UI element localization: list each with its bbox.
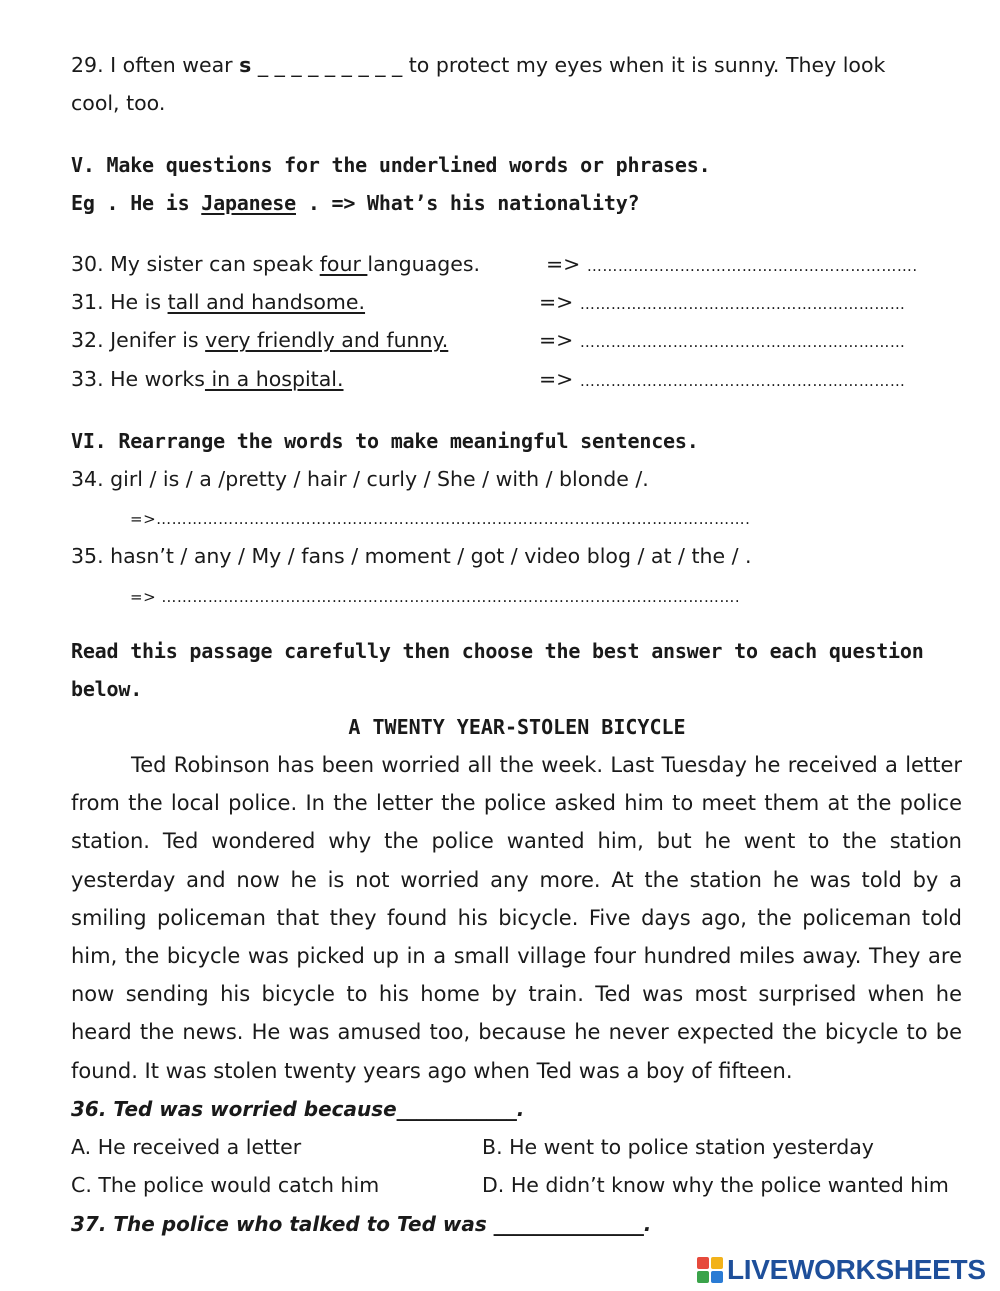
q31-text: 31. He is bbox=[71, 290, 168, 314]
section-5-heading: V. Make questions for the underlined words or phrases. bbox=[71, 153, 711, 177]
q32-text: 32. Jenifer is bbox=[71, 328, 206, 352]
logo-text: LIVEWORKSHEETS bbox=[727, 1254, 986, 1285]
q31-underlined: tall and handsome. bbox=[167, 290, 366, 314]
passage-text: Ted Robinson has been worried all the week. Last Tuesday he received a letter from the local police. In the letter the police asked him to meet them at the police station. Ted wondered why the police wanted him, but he went to the station yesterday and now he is not worried any more. At the station he was told by a smiling policeman that they found his bicycle. Five days ago, the policeman told him, the bicycle was picked up in a small village four hundred miles away. They are now sending his bicycle to his home by train. Ted was most surprised when he heard the news. He was amused too, because he never expected the bicycle to be found. It was stolen twenty years ago when Ted was a boy of fifteen. bbox=[71, 753, 962, 1083]
logo-blocks-icon bbox=[697, 1257, 723, 1283]
q34-answer[interactable] bbox=[130, 504, 750, 532]
q30-underlined: four bbox=[319, 252, 368, 276]
question-29 bbox=[71, 52, 885, 78]
q30-text-end: languages. bbox=[367, 252, 481, 276]
answer-line[interactable]: ………………………………………………………. bbox=[586, 257, 918, 275]
answer-line[interactable]: ……………………………………………………… bbox=[579, 295, 906, 313]
passage-title: A TWENTY YEAR-STOLEN BICYCLE bbox=[348, 715, 686, 739]
q35-answer[interactable] bbox=[130, 582, 740, 610]
answer-line[interactable]: ……………………………………………………… bbox=[579, 372, 906, 390]
q30-answer[interactable] bbox=[546, 251, 918, 279]
q29-text-end: to protect my eyes when it is sunny. They look bbox=[408, 53, 886, 77]
q29-hint-letter: s bbox=[239, 53, 252, 77]
answer-line[interactable]: => …………………………………………………………………………………………………. bbox=[130, 588, 741, 606]
example-suffix: . => What’s his nationality? bbox=[296, 191, 640, 215]
question-30 bbox=[71, 251, 480, 277]
arrow: => bbox=[539, 328, 574, 352]
q31-answer[interactable] bbox=[539, 289, 905, 317]
example-underlined: Japanese bbox=[201, 191, 296, 215]
question-37: 37. The police who talked to Ted was _______________. bbox=[71, 1212, 652, 1236]
answer-line[interactable]: ……………………………………………………… bbox=[579, 333, 906, 351]
q30-text: 30. My sister can speak bbox=[71, 252, 320, 276]
arrow: => bbox=[539, 367, 574, 391]
section-5-example bbox=[71, 190, 639, 216]
reading-instruction-line2: below. bbox=[71, 677, 143, 701]
question-33 bbox=[71, 366, 344, 392]
arrow: => bbox=[546, 252, 581, 276]
example-prefix: Eg . He is bbox=[71, 191, 202, 215]
q29-blank[interactable]: _ _ _ _ _ _ _ _ _ bbox=[251, 53, 409, 77]
question-31 bbox=[71, 289, 365, 315]
q32-underlined: very friendly and funny. bbox=[205, 328, 449, 352]
q36-option-a[interactable]: A. He received a letter bbox=[71, 1135, 302, 1159]
passage bbox=[71, 746, 962, 1090]
q33-underlined: in a hospital. bbox=[204, 367, 344, 391]
q33-answer[interactable] bbox=[539, 366, 905, 394]
arrow: => bbox=[539, 290, 574, 314]
question-35: 35. hasn’t / any / My / fans / moment / got / video blog / at / the / . bbox=[71, 544, 752, 568]
q36-option-c[interactable]: C. The police would catch him bbox=[71, 1173, 380, 1197]
q36-option-b[interactable]: B. He went to police station yesterday bbox=[482, 1135, 874, 1159]
question-36: 36. Ted was worried because____________. bbox=[71, 1097, 525, 1121]
q29-text: 29. I often wear bbox=[71, 53, 240, 77]
q32-answer[interactable] bbox=[539, 327, 905, 355]
question-32 bbox=[71, 327, 448, 353]
section-6-heading: VI. Rearrange the words to make meaningful sentences. bbox=[71, 429, 699, 453]
q29-line2: cool, too. bbox=[71, 91, 166, 115]
q33-text: 33. He works bbox=[71, 367, 205, 391]
liveworksheets-logo bbox=[697, 1254, 986, 1286]
question-34: 34. girl / is / a /pretty / hair / curly / She / with / blonde /. bbox=[71, 467, 649, 491]
q36-option-d[interactable]: D. He didn’t know why the police wanted him bbox=[482, 1173, 949, 1197]
reading-instruction: Read this passage carefully then choose the best answer to each question bbox=[71, 639, 924, 663]
answer-line[interactable]: =>……………………………………………………………………………………………………. bbox=[130, 510, 751, 528]
